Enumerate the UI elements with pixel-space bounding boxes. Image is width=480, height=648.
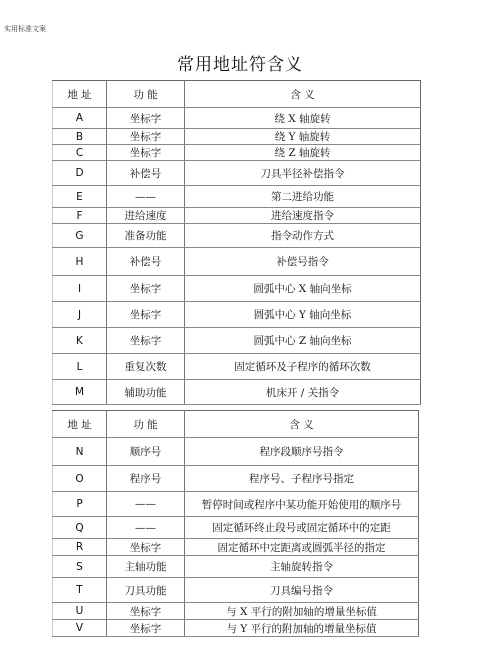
function-cell: 坐标字 [107,145,185,161]
meaning-cell: 程序号、子程序号指定 [185,466,419,492]
meaning-cell: 第二进给功能 [185,186,421,208]
table-row [53,539,419,556]
function-cell: 补偿号 [107,161,185,186]
meaning-cell: 机床开 / 关指令 [185,380,421,405]
table-header-row [53,81,421,108]
address-table-2 [52,410,419,637]
meaning-cell: 固定循环终止段号或固定循环中的定距 [185,517,419,539]
address-code: J [53,302,107,328]
table-header-row [53,411,419,438]
function-cell: —— [107,517,185,539]
function-cell: —— [107,492,185,517]
function-cell: 坐标字 [107,129,185,145]
address-code: O [53,466,107,492]
address-code: K [53,328,107,354]
function-cell: 坐标字 [107,328,185,354]
meaning-cell: 指令动作方式 [185,224,421,248]
function-cell: 坐标字 [107,539,185,556]
function-cell: 顺序号 [107,438,185,466]
page-title: 常用地址符含义 [177,55,303,75]
table-row [53,328,421,354]
function-cell: 程序号 [107,466,185,492]
meaning-cell: 固定循环及子程序的循环次数 [185,354,421,380]
function-cell: 补偿号 [107,248,185,276]
header-meaning: 含 义 [185,411,419,438]
table-row [53,161,421,186]
table-row [53,108,421,129]
meaning-cell: 绕 Z 轴旋转 [185,145,421,161]
address-code: Q [53,517,107,539]
function-cell: 坐标字 [107,603,185,620]
address-code: D [53,161,107,186]
address-code: U [53,603,107,620]
address-code: P [53,492,107,517]
address-code: V [53,620,107,637]
address-code: N [53,438,107,466]
table-row [53,620,419,637]
address-code: L [53,354,107,380]
header-address: 地 址 [53,411,107,438]
meaning-cell: 与 X 平行的附加轴的增量坐标值 [185,603,419,620]
meaning-cell: 刀具编号指令 [185,578,419,603]
address-code: S [53,556,107,578]
address-code: R [53,539,107,556]
function-cell: 坐标字 [107,620,185,637]
address-code: C [53,145,107,161]
table-row [53,466,419,492]
meaning-cell: 刀具半径补偿指令 [185,161,421,186]
table-row [53,224,421,248]
address-code: I [53,276,107,302]
meaning-cell: 绕 Y 轴旋转 [185,129,421,145]
table-row [53,186,421,208]
address-code: M [53,380,107,405]
function-cell: 刀具功能 [107,578,185,603]
header-function: 功 能 [107,81,185,108]
table-row [53,354,421,380]
meaning-cell: 固定循环中定距离或圆弧半径的指定 [185,539,419,556]
table-row [53,276,421,302]
address-code: T [53,578,107,603]
header-note: 实用标准文案 [4,25,46,33]
address-code: A [53,108,107,129]
table-row [53,603,419,620]
function-cell: 坐标字 [107,276,185,302]
meaning-cell: 进给速度指令 [185,208,421,224]
table-row [53,145,421,161]
address-code: H [53,248,107,276]
function-cell: 准备功能 [107,224,185,248]
meaning-cell: 程序段顺序号指令 [185,438,419,466]
table-row [53,380,421,405]
table-row [53,438,419,466]
address-code: F [53,208,107,224]
table-row [53,248,421,276]
function-cell: 辅助功能 [107,380,185,405]
function-cell: 坐标字 [107,108,185,129]
header-function: 功 能 [107,411,185,438]
meaning-cell: 圆弧中心 Y 轴向坐标 [185,302,421,328]
meaning-cell: 主轴旋转指令 [185,556,419,578]
table-row [53,578,419,603]
address-code: E [53,186,107,208]
meaning-cell: 绕 X 轴旋转 [185,108,421,129]
meaning-cell: 与 Y 平行的附加轴的增量坐标值 [185,620,419,637]
header-address: 地 址 [53,81,107,108]
table-row [53,208,421,224]
address-code: G [53,224,107,248]
meaning-cell: 圆弧中心 Z 轴向坐标 [185,328,421,354]
table-row [53,517,419,539]
function-cell: 坐标字 [107,302,185,328]
meaning-cell: 暂停时间或程序中某功能开始使用的顺序号 [185,492,419,517]
address-code: B [53,129,107,145]
meaning-cell: 圆弧中心 X 轴向坐标 [185,276,421,302]
meaning-cell: 补偿号指令 [185,248,421,276]
address-table-1 [52,80,421,405]
function-cell: 主轴功能 [107,556,185,578]
table-row [53,129,421,145]
table-row [53,492,419,517]
table-row [53,302,421,328]
table-row [53,556,419,578]
header-meaning: 含 义 [185,81,421,108]
function-cell: —— [107,186,185,208]
function-cell: 重复次数 [107,354,185,380]
function-cell: 进给速度 [107,208,185,224]
